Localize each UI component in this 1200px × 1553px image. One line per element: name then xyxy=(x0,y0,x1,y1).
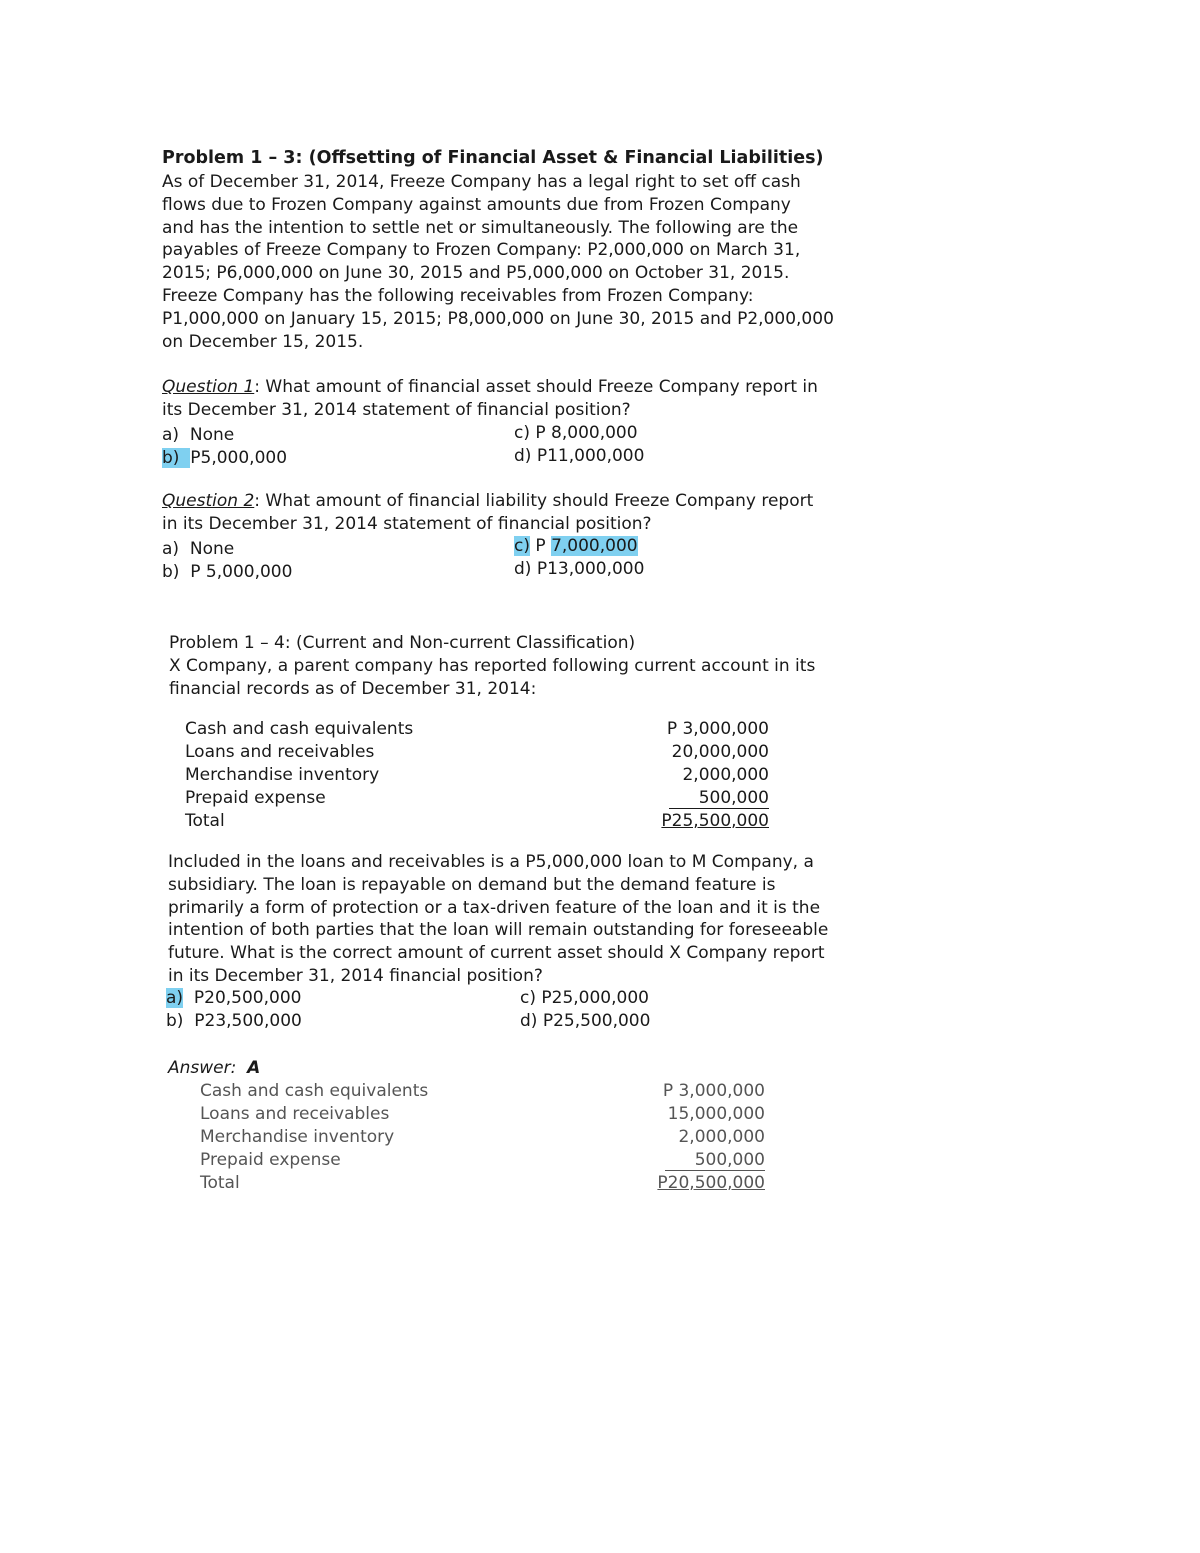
body-line: flows due to Frozen Company against amounts due from Frozen Company xyxy=(162,194,791,215)
problem-1-4-body xyxy=(168,851,868,988)
problem-1-4-option-b xyxy=(166,1011,302,1031)
question-1-option-d xyxy=(514,446,644,466)
account-label: Merchandise inventory xyxy=(185,765,380,785)
option-letter: d) xyxy=(514,446,532,466)
account-amount: 2,000,000 xyxy=(682,765,769,785)
option-letter: a) xyxy=(162,425,180,445)
body-line: intention of both parties that the loan will remain outstanding for foreseeable xyxy=(168,920,829,941)
answer-account-amount xyxy=(596,1150,765,1171)
body-line: Freeze Company has the following receivables from Frozen Company: xyxy=(162,285,754,306)
option-text: P25,500,000 xyxy=(542,1011,651,1031)
option-letter: a) xyxy=(162,539,180,559)
account-amount: 20,000,000 xyxy=(671,742,769,762)
body-line: payables of Freeze Company to Frozen Company: P2,000,000 on March 31, xyxy=(162,240,801,261)
account-label: Cash and cash equivalents xyxy=(185,719,414,739)
problem-1-3-body xyxy=(162,171,862,353)
account-label: Total xyxy=(185,811,225,831)
option-letter: b) xyxy=(162,562,180,582)
answer-account-amount: 2,000,000 xyxy=(678,1127,765,1147)
question-1-line-2: its December 31, 2014 statement of financial position? xyxy=(162,400,631,420)
option-text: None xyxy=(189,425,235,445)
question-1-label: Question 1 xyxy=(162,377,255,397)
body-line: 2015; P6,000,000 on June 30, 2015 and P5,000,000 on October 31, 2015. xyxy=(162,263,790,284)
problem-1-4-intro-line-1: X Company, a parent company has reported following current account in its xyxy=(169,656,816,676)
body-line: primarily a form of protection or a tax-driven feature of the loan and it is the xyxy=(168,897,821,918)
question-1-text: : What amount of financial asset should Freeze Company report in xyxy=(254,377,818,397)
body-line: Included in the loans and receivables is a P5,000,000 loan to M Company, a xyxy=(168,852,814,872)
body-line: and has the intention to settle net or simultaneously. The following are the xyxy=(162,217,799,238)
option-text: P 8,000,000 xyxy=(535,423,638,443)
answer-account-label: Total xyxy=(200,1173,240,1193)
option-letter: d) xyxy=(514,559,532,579)
option-text: P 5,000,000 xyxy=(190,562,293,582)
question-2-option-a xyxy=(162,539,234,559)
account-amount xyxy=(600,788,769,809)
question-2-line-2: in its December 31, 2014 statement of financial position? xyxy=(162,514,652,534)
option-letter: b) xyxy=(166,1011,184,1031)
option-letter: c) xyxy=(514,423,530,443)
question-1-option-a xyxy=(162,425,234,445)
question-2-text: : What amount of financial liability should Freeze Company report xyxy=(254,491,814,511)
question-2-option-c xyxy=(514,536,638,556)
question-1-line-1 xyxy=(162,377,818,397)
account-amount: P 3,000,000 xyxy=(666,719,769,739)
account-total: P25,500,000 xyxy=(661,811,769,831)
option-letter: d) xyxy=(520,1011,538,1031)
answer-account-label: Prepaid expense xyxy=(200,1150,341,1170)
option-letter-highlighted: a) xyxy=(166,988,184,1008)
option-text: P13,000,000 xyxy=(536,559,645,579)
answer-account-amount: 15,000,000 xyxy=(667,1104,765,1124)
highlight-mark xyxy=(179,448,190,468)
option-letter-highlighted: b) xyxy=(162,448,180,468)
problem-1-4-option-a xyxy=(166,988,301,1008)
answer-account-label: Merchandise inventory xyxy=(200,1127,395,1147)
option-text: P20,500,000 xyxy=(193,988,302,1008)
problem-1-3-title: Problem 1 – 3: (Offsetting of Financial Asset & Financial Liabilities) xyxy=(162,148,824,168)
answer-account-amount-underlined: 500,000 xyxy=(665,1151,765,1171)
answer-account-label: Loans and receivables xyxy=(200,1104,390,1124)
question-1-option-b xyxy=(162,448,287,468)
problem-1-4-option-c xyxy=(520,988,649,1008)
answer-label: Answer: xyxy=(168,1058,237,1078)
option-text: P11,000,000 xyxy=(536,446,645,466)
question-2-label: Question 2 xyxy=(162,491,255,511)
problem-1-4-option-d xyxy=(520,1011,650,1031)
question-2-line-1 xyxy=(162,491,813,511)
body-line: subsidiary. The loan is repayable on demand but the demand feature is xyxy=(168,874,776,895)
answer-account-label: Cash and cash equivalents xyxy=(200,1081,429,1101)
question-1-option-c xyxy=(514,423,638,443)
question-2-option-b xyxy=(162,562,292,582)
answer-account-total: P20,500,000 xyxy=(657,1173,765,1193)
body-line: in its December 31, 2014 financial position? xyxy=(168,965,543,986)
body-line: on December 15, 2015. xyxy=(162,331,364,352)
option-amount-highlighted: 7,000,000 xyxy=(551,536,638,556)
problem-1-4-intro-line-2: financial records as of December 31, 2014: xyxy=(169,679,537,699)
body-line: As of December 31, 2014, Freeze Company has a legal right to set off cash xyxy=(162,172,801,192)
option-text: P23,500,000 xyxy=(194,1011,302,1031)
account-amount-underlined: 500,000 xyxy=(669,789,769,809)
option-letter-highlighted: c) xyxy=(514,536,530,556)
option-text: P25,000,000 xyxy=(541,988,649,1008)
body-line: future. What is the correct amount of current asset should X Company report xyxy=(168,943,825,964)
body-line: P1,000,000 on January 15, 2015; P8,000,000 on June 30, 2015 and P2,000,000 xyxy=(162,308,834,329)
option-letter: c) xyxy=(520,988,536,1008)
option-currency: P xyxy=(535,536,546,556)
question-2-option-d xyxy=(514,559,644,579)
answer-line xyxy=(168,1058,260,1078)
answer-account-amount: P 3,000,000 xyxy=(662,1081,765,1101)
option-text: P5,000,000 xyxy=(190,448,288,468)
account-label: Prepaid expense xyxy=(185,788,326,808)
account-label: Loans and receivables xyxy=(185,742,375,762)
problem-1-4-title: Problem 1 – 4: (Current and Non-current Classification) xyxy=(169,633,636,653)
option-text: None xyxy=(189,539,235,559)
answer-value: A xyxy=(247,1058,261,1078)
